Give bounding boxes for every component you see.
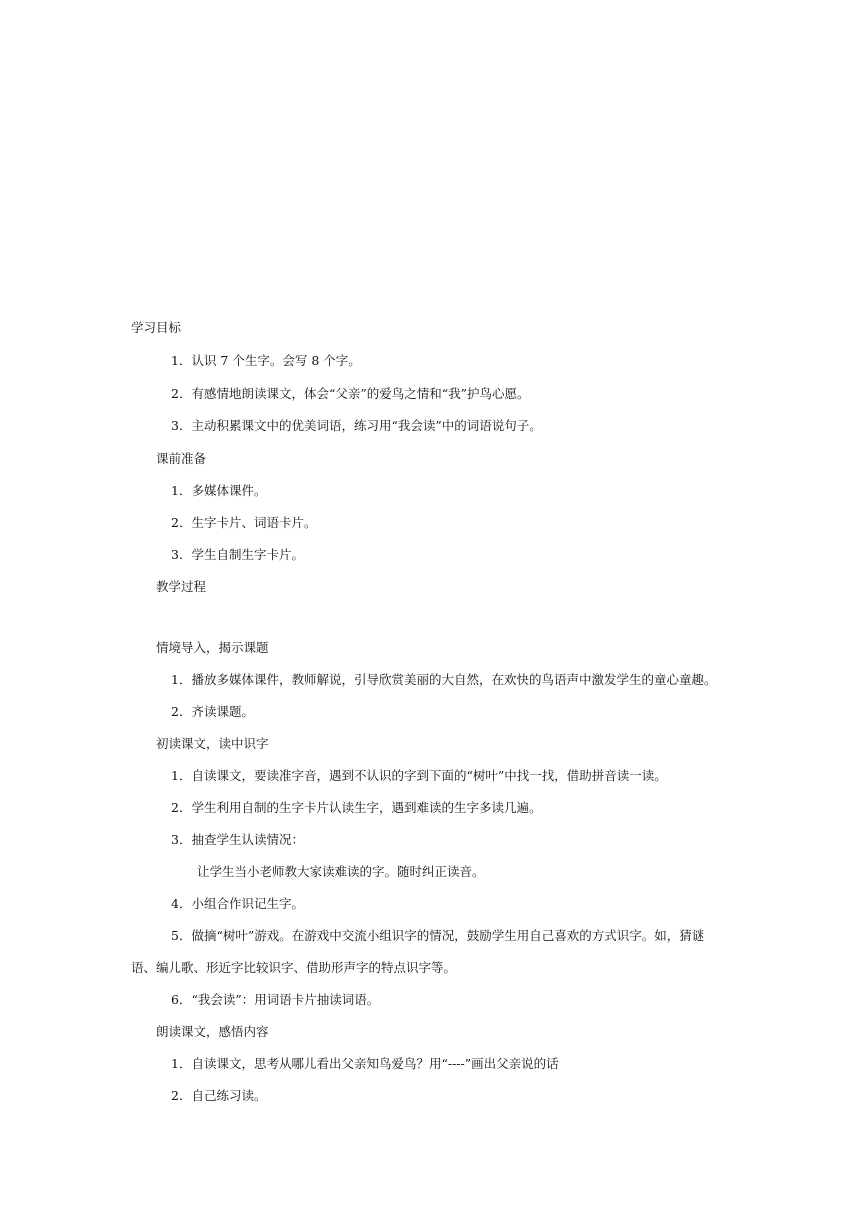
- firstread-item-1: 1．自读课文，要读准字音，遇到不认识的字到下面的“树叶”中找一找，借助拼音读一读。: [171, 768, 667, 783]
- prep-item-2: 2．生字卡片、词语卡片。: [171, 515, 317, 530]
- prep-item-3: 3．学生自制生字卡片。: [171, 547, 304, 562]
- heading-learning-goals: 学习目标: [131, 320, 182, 335]
- heading-intro: 情境导入，揭示课题: [156, 640, 269, 655]
- firstread-item-5-continued: 语、编儿歌、形近字比较识字、借助形声字的特点识字等。: [131, 960, 457, 975]
- intro-item-1: 1．播放多媒体课件，教师解说，引导欣赏美丽的大自然，在欢快的鸟语声中激发学生的童心童趣。: [171, 672, 717, 687]
- firstread-item-3: 3．抽查学生认读情况：: [171, 832, 304, 847]
- goal-item-3: 3．主动积累课文中的优美词语，练习用“我会读”中的词语说句子。: [171, 418, 542, 433]
- firstread-item-3-detail: 让学生当小老师教大家读难读的字。随时纠正读音。: [197, 864, 485, 879]
- heading-preparation: 课前准备: [156, 451, 207, 466]
- firstread-item-4: 4．小组合作识记生字。: [171, 896, 304, 911]
- readaloud-item-2: 2．自己练习读。: [171, 1088, 267, 1103]
- goal-item-1: 1．认识 7 个生字。会写 8 个字。: [171, 353, 361, 368]
- intro-item-2: 2．齐读课题。: [171, 704, 254, 719]
- firstread-item-6: 6．“我会读”：用词语卡片抽读词语。: [171, 992, 380, 1007]
- heading-first-read: 初读课文，读中识字: [156, 736, 269, 751]
- prep-item-1: 1．多媒体课件。: [171, 483, 267, 498]
- heading-teaching-process: 教学过程: [156, 579, 207, 594]
- readaloud-item-1: 1．自读课文，思考从哪儿看出父亲知鸟爱鸟？用“----”画出父亲说的话: [171, 1056, 559, 1071]
- goal-item-2: 2．有感情地朗读课文，体会“父亲”的爱鸟之情和“我”护鸟心愿。: [171, 386, 530, 401]
- heading-read-aloud: 朗读课文，感悟内容: [156, 1024, 269, 1039]
- firstread-item-5: 5．做摘“树叶”游戏。在游戏中交流小组识字的情况，鼓励学生用自己喜欢的方式识字。如，猜谜: [171, 928, 705, 943]
- firstread-item-2: 2．学生利用自制的生字卡片认读生字，遇到难读的生字多读几遍。: [171, 800, 542, 815]
